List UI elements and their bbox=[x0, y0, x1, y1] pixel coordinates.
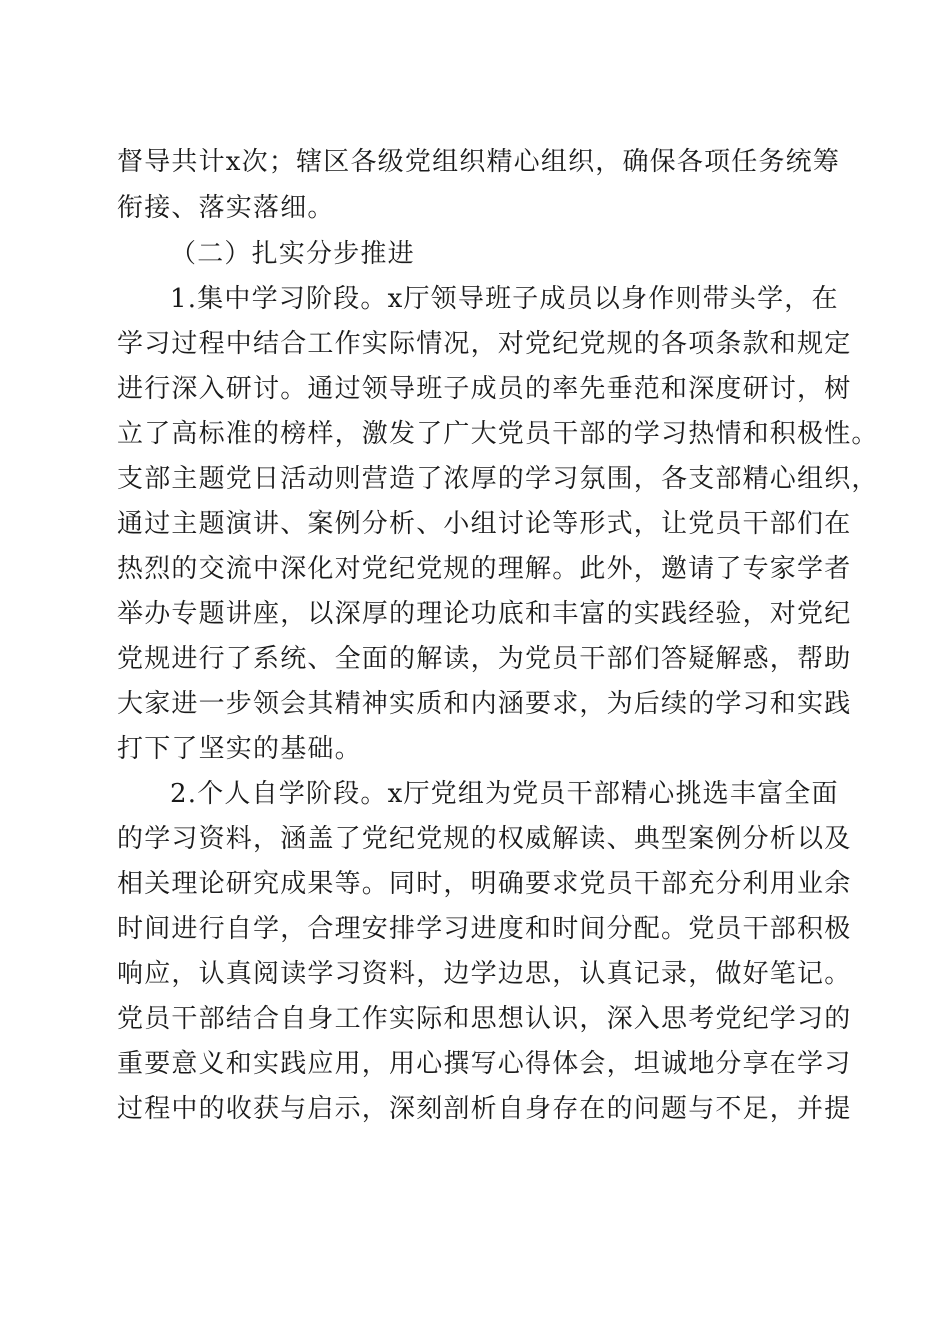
text-line: 支部主题党日活动则营造了浓厚的学习氛围，各支部精心组织， bbox=[117, 464, 879, 494]
text-line: 立了高标准的榜样，激发了广大党员干部的学习热情和积极性。 bbox=[117, 419, 879, 449]
paragraph-start-line: 1.集中学习阶段。x厅领导班子成员以身作则带头学，在 bbox=[170, 284, 839, 314]
text-line: 相关理论研究成果等。同时，明确要求党员干部充分利用业余 bbox=[117, 869, 852, 899]
text-line: 大家进一步领会其精神实质和内涵要求，为后续的学习和实践 bbox=[117, 689, 852, 719]
text-line: 过程中的收获与启示，深刻剖析自身存在的问题与不足，并提 bbox=[117, 1094, 852, 1124]
paragraph-start-line: 2.个人自学阶段。x厅党组为党员干部精心挑选丰富全面 bbox=[170, 779, 839, 809]
text-line: 党规进行了系统、全面的解读，为党员干部们答疑解惑，帮助 bbox=[117, 644, 852, 674]
text-line: 通过主题演讲、案例分析、小组讨论等形式，让党员干部们在 bbox=[117, 509, 852, 539]
section-heading: （二）扎实分步推进 bbox=[170, 239, 415, 269]
text-line: 重要意义和实践应用，用心撰写心得体会，坦诚地分享在学习 bbox=[117, 1049, 852, 1079]
text-line: 响应，认真阅读学习资料，边学边思，认真记录，做好笔记。 bbox=[117, 959, 852, 989]
text-line: 热烈的交流中深化对党纪党规的理解。此外，邀请了专家学者 bbox=[117, 554, 852, 584]
text-line: 打下了坚实的基础。 bbox=[117, 734, 362, 764]
text-line: 的学习资料，涵盖了党纪党规的权威解读、典型案例分析以及 bbox=[117, 824, 852, 854]
text-line: 举办专题讲座，以深厚的理论功底和丰富的实践经验，对党纪 bbox=[117, 599, 852, 629]
text-line: 督导共计x次；辖区各级党组织精心组织，确保各项任务统筹 bbox=[117, 147, 841, 177]
text-line: 党员干部结合自身工作实际和思想认识，深入思考党纪学习的 bbox=[117, 1004, 852, 1034]
text-line: 时间进行自学，合理安排学习进度和时间分配。党员干部积极 bbox=[117, 914, 852, 944]
text-line: 进行深入研讨。通过领导班子成员的率先垂范和深度研讨，树 bbox=[117, 374, 852, 404]
text-line: 学习过程中结合工作实际情况，对党纪党规的各项条款和规定 bbox=[117, 329, 852, 359]
text-line: 衔接、落实落细。 bbox=[117, 193, 335, 223]
